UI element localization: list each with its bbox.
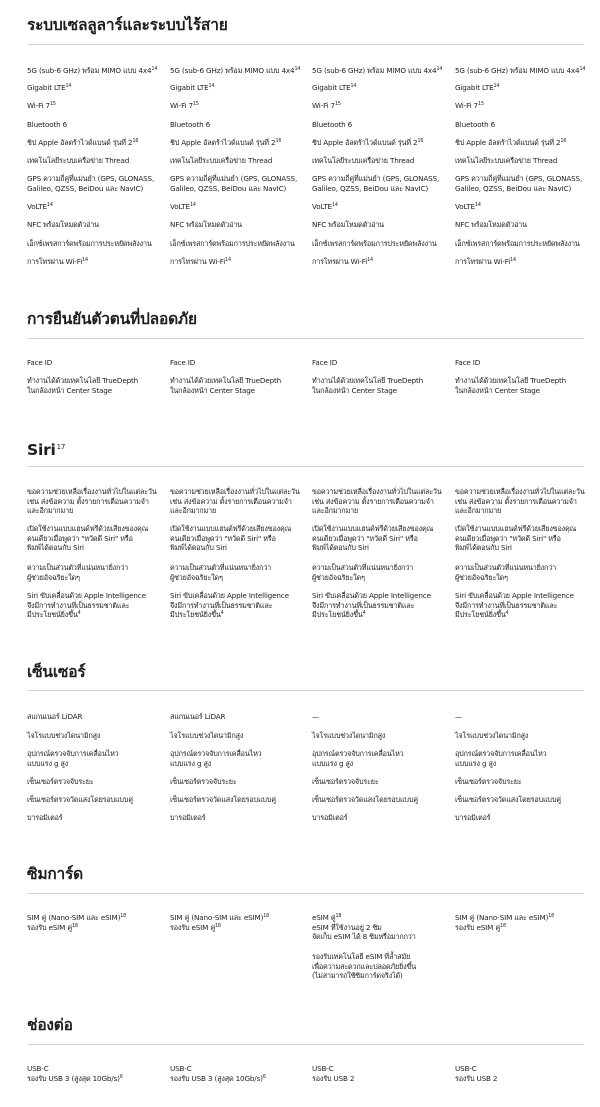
spec-cell-model-3: Siri ขับเคลื่อนด้วย Apple Intelligence จึงมีการทำงานที่เป็นธรรมชาติและ มีประโยชน์ยิ่งขึ้น$^4$: [312, 591, 431, 620]
spec-cell-model-3: เอ็กซ์เพรสการ์ดพร้อมการประหยัดพลังงาน: [312, 239, 437, 248]
spec-cell-model-2: เซ็นเซอร์ตรวจวัดแสงโดยรอบแบบคู่: [170, 795, 276, 804]
spec-cell-model-2: เปิดใช้งานแบบแฮนด์ฟรีด้วยเสียงของคุณ คนเดียวเมื่อพูดว่า "หวัดดี Siri" หรือ พิมพ์ได้ตอนกับ Siri: [170, 524, 292, 553]
spec-cell-model-4: Siri ขับเคลื่อนด้วย Apple Intelligence จึงมีการทำงานที่เป็นธรรมชาติและ มีประโยชน์ยิ่งขึ้น$^4$: [455, 591, 574, 620]
section-title-text: ซิมการ์ด: [27, 865, 84, 883]
footnote-ref: 14: [208, 84, 215, 89]
footnote-ref: 16: [560, 139, 567, 144]
spec-cell-model-3: เซ็นเซอร์ตรวจจับระยะ: [312, 777, 379, 786]
spec-cell-model-4: เซ็นเซอร์ตรวจวัดแสงโดยรอบแบบคู่: [455, 795, 561, 804]
footnote-ref: 14: [510, 258, 516, 263]
footnote-ref: 15: [477, 102, 484, 107]
section-divider: [27, 690, 584, 691]
spec-cell-model-3: ไจโรแบบช่วงไดนามิกสูง: [312, 731, 386, 740]
section-title: [27, 438, 65, 459]
spec-cell-model-1: Gigabit LTE$^{14}$: [27, 83, 72, 92]
spec-cell-model-4: Gigabit LTE$^{14}$: [455, 83, 500, 92]
spec-cell-model-3: ชิป Apple อัลตร้าไวด์แบนด์ รุ่นที่ $2^{16}$: [312, 138, 424, 147]
spec-cell-model-4: เซ็นเซอร์ตรวจจับระยะ: [455, 777, 522, 786]
footnote-ref: 14: [82, 258, 88, 263]
spec-cell-model-4: USB‑C รองรับ USB 2: [455, 1064, 498, 1083]
spec-cell-model-3: อุปกรณ์ตรวจจับการเคลื่อนไหว แบบแรง g สูง: [312, 749, 404, 768]
spec-cell-model-3: ทำงานได้ด้วยเทคโนโลยี TrueDepth ในกล้องหน้า Center Stage: [312, 376, 424, 395]
spec-cell-model-4: ชิป Apple อัลตร้าไวด์แบนด์ รุ่นที่ $2^{16}$: [455, 138, 567, 147]
section-title-text: การยืนยันตัวตนที่ปลอดภัย: [27, 310, 197, 328]
spec-cell-model-1: เปิดใช้งานแบบแฮนด์ฟรีด้วยเสียงของคุณ คนเดียวเมื่อพูดว่า "หวัดดี Siri" หรือ พิมพ์ได้ตอนกับ Siri: [27, 524, 149, 553]
spec-cell-model-1: เซ็นเซอร์ตรวจจับระยะ: [27, 777, 94, 786]
spec-cell-model-2: ชิป Apple อัลตร้าไวด์แบนด์ รุ่นที่ $2^{16}$: [170, 138, 282, 147]
spec-cell-model-3: VoLTE$^{14}$: [312, 202, 338, 211]
spec-cell-model-1: บารอมิเตอร์: [27, 813, 63, 822]
section-title-text: Siri: [27, 441, 56, 460]
spec-cell-model-1: สแกนเนอร์ LiDAR: [27, 712, 83, 721]
spec-cell-model-3: เปิดใช้งานแบบแฮนด์ฟรีด้วยเสียงของคุณ คนเดียวเมื่อพูดว่า "หวัดดี Siri" หรือ พิมพ์ได้ตอนกับ Siri: [312, 524, 434, 553]
spec-cell-model-1: USB‑C รองรับ USB 3 (สูงสุด 10Gb/s)$^6$: [27, 1064, 123, 1083]
spec-cell-model-3: ขอความช่วยเหลือเรื่องงานทั่วไปในแต่ละวัน เช่น ส่งข้อความ ตั้งรายการเตือนความจำ และอีกมากมาย: [312, 487, 442, 516]
spec-cell-model-2: ไจโรแบบช่วงไดนามิกสูง: [170, 731, 244, 740]
spec-cell-model-1: ความเป็นส่วนตัวที่แน่นหนายิ่งกว่า ผู้ช่วยอัจฉริยะใดๆ: [27, 563, 129, 582]
spec-cell-model-2: 5G (sub-6 GHz) พร้อม MIMO แบบ $4x4^{14}$: [170, 66, 301, 75]
footnote-ref: 15: [334, 102, 341, 107]
spec-cell-model-2: ทำงานได้ด้วยเทคโนโลยี TrueDepth ในกล้องหน้า Center Stage: [170, 376, 282, 395]
spec-cell-model-1: 5G (sub-6 GHz) พร้อม MIMO แบบ $4x4^{14}$: [27, 66, 158, 75]
spec-cell-model-4: Bluetooth 6: [455, 120, 496, 129]
footnote-ref: 18: [548, 914, 555, 919]
footnote-ref: 15: [192, 102, 199, 107]
spec-cell-model-3: Face ID: [312, 358, 338, 367]
section-title-text: ช่องต่อ: [27, 1016, 73, 1034]
spec-cell-model-3: การโทรผ่าน Wi-Fi$^{14}$: [312, 257, 373, 266]
spec-cell-model-4: เอ็กซ์เพรสการ์ดพร้อมการประหยัดพลังงาน: [455, 239, 580, 248]
spec-cell-model-2: เซ็นเซอร์ตรวจจับระยะ: [170, 777, 237, 786]
spec-cell-model-2: SIM คู่ (Nano-SIM และ eSIM)$^{18}$ รองรับ eSIM คู่$^{18}$: [170, 913, 270, 932]
spec-cell-model-3: Wi-Fi $7^{15}$: [312, 101, 341, 110]
spec-cell-model-2: ขอความช่วยเหลือเรื่องงานทั่วไปในแต่ละวัน เช่น ส่งข้อความ ตั้งรายการเตือนความจำ และอีกมากมาย: [170, 487, 300, 516]
footnote-ref: 14: [65, 84, 72, 89]
footnote-ref: 18: [120, 914, 127, 919]
spec-cell-model-2: USB‑C รองรับ USB 3 (สูงสุด 10Gb/s)$^6$: [170, 1064, 266, 1083]
spec-cell-model-3: รองรับเทคโนโลยี eSIM ที่ล้ำสมัย เพื่อความสะดวกและปลอดภัยยิ่งขึ้น (ไม่สามารถใช้ซิมการ์ดจริงได้): [312, 952, 417, 981]
spec-cell-model-1: อุปกรณ์ตรวจจับการเคลื่อนไหว แบบแรง g สูง: [27, 749, 119, 768]
footnote-ref: 16: [275, 139, 282, 144]
spec-cell-model-1: ชิป Apple อัลตร้าไวด์แบนด์ รุ่นที่ $2^{16}$: [27, 138, 139, 147]
spec-cell-model-3: USB‑C รองรับ USB 2: [312, 1064, 355, 1083]
spec-cell-model-4: อุปกรณ์ตรวจจับการเคลื่อนไหว แบบแรง g สูง: [455, 749, 547, 768]
footnote-ref: 14: [493, 84, 500, 89]
footnote-ref: 14: [225, 258, 231, 263]
spec-cell-model-2: การโทรผ่าน Wi-Fi$^{14}$: [170, 257, 231, 266]
spec-cell-model-3: เทคโนโลยีระบบเครือข่าย Thread: [312, 156, 415, 165]
spec-cell-model-4: —: [455, 712, 463, 721]
spec-cell-model-3: NFC พร้อมโหมดตัวอ่าน: [312, 220, 384, 229]
footnote-ref: 15: [49, 102, 56, 107]
section-divider: [27, 893, 584, 894]
footnote-ref: 14: [474, 203, 481, 208]
spec-cell-model-1: เทคโนโลยีระบบเครือข่าย Thread: [27, 156, 130, 165]
spec-cell-model-3: บารอมิเตอร์: [312, 813, 348, 822]
footnote-ref: 14: [189, 203, 196, 208]
footnote-ref: 14: [350, 84, 357, 89]
footnote-ref: 4: [77, 611, 81, 617]
footnote-ref: 17: [56, 443, 66, 451]
spec-cell-model-2: Face ID: [170, 358, 196, 367]
section-title: [27, 865, 83, 883]
footnote-ref: 18: [335, 914, 342, 919]
spec-cell-model-2: บารอมิเตอร์: [170, 813, 206, 822]
spec-cell-model-4: NFC พร้อมโหมดตัวอ่าน: [455, 220, 527, 229]
spec-cell-model-4: Face ID: [455, 358, 481, 367]
spec-cell-model-1: เอ็กซ์เพรสการ์ดพร้อมการประหยัดพลังงาน: [27, 239, 152, 248]
footnote-ref: 16: [417, 139, 424, 144]
spec-cell-model-3: Gigabit LTE$^{14}$: [312, 83, 357, 92]
spec-cell-model-1: GPS ความถี่คู่ที่แม่นยำ (GPS, GLONASS, Galileo, QZSS, BeiDou และ NavIC): [27, 174, 155, 193]
footnote-ref: 16: [132, 139, 139, 144]
spec-cell-model-4: ไจโรแบบช่วงไดนามิกสูง: [455, 731, 529, 740]
spec-cell-model-2: NFC พร้อมโหมดตัวอ่าน: [170, 220, 242, 229]
spec-cell-model-2: GPS ความถี่คู่ที่แม่นยำ (GPS, GLONASS, Galileo, QZSS, BeiDou และ NavIC): [170, 174, 298, 193]
spec-cell-model-1: ขอความช่วยเหลือเรื่องงานทั่วไปในแต่ละวัน เช่น ส่งข้อความ ตั้งรายการเตือนความจำ และอีกมากมาย: [27, 487, 157, 516]
spec-cell-model-2: Wi-Fi $7^{15}$: [170, 101, 199, 110]
footnote-ref: 6: [262, 1074, 266, 1080]
spec-cell-model-4: ความเป็นส่วนตัวที่แน่นหนายิ่งกว่า ผู้ช่วยอัจฉริยะใดๆ: [455, 563, 557, 582]
spec-cell-model-2: เอ็กซ์เพรสการ์ดพร้อมการประหยัดพลังงาน: [170, 239, 295, 248]
spec-cell-model-4: 5G (sub-6 GHz) พร้อม MIMO แบบ $4x4^{14}$: [455, 66, 586, 75]
spec-cell-model-3: GPS ความถี่คู่ที่แม่นยำ (GPS, GLONASS, Galileo, QZSS, BeiDou และ NavIC): [312, 174, 440, 193]
spec-cell-model-2: Siri ขับเคลื่อนด้วย Apple Intelligence จึงมีการทำงานที่เป็นธรรมชาติและ มีประโยชน์ยิ่งขึ้น$^4$: [170, 591, 289, 620]
spec-cell-model-4: การโทรผ่าน Wi-Fi$^{14}$: [455, 257, 516, 266]
spec-cell-model-2: Gigabit LTE$^{14}$: [170, 83, 215, 92]
spec-cell-model-1: Bluetooth 6: [27, 120, 68, 129]
footnote-ref: 4: [505, 611, 509, 617]
spec-cell-model-1: SIM คู่ (Nano-SIM และ eSIM)$^{18}$ รองรับ eSIM คู่$^{18}$: [27, 913, 127, 932]
section-title-text: เซ็นเซอร์: [27, 663, 86, 681]
spec-cell-model-4: Wi-Fi $7^{15}$: [455, 101, 484, 110]
footnote-ref: 18: [72, 923, 78, 929]
spec-cell-model-2: ความเป็นส่วนตัวที่แน่นหนายิ่งกว่า ผู้ช่วยอัจฉริยะใดๆ: [170, 563, 272, 582]
spec-cell-model-4: เทคโนโลยีระบบเครือข่าย Thread: [455, 156, 558, 165]
spec-cell-model-2: สแกนเนอร์ LiDAR: [170, 712, 226, 721]
spec-cell-model-4: เปิดใช้งานแบบแฮนด์ฟรีด้วยเสียงของคุณ คนเดียวเมื่อพูดว่า "หวัดดี Siri" หรือ พิมพ์ได้ตอนกับ Siri: [455, 524, 577, 553]
spec-cell-model-4: ทำงานได้ด้วยเทคโนโลยี TrueDepth ในกล้องหน้า Center Stage: [455, 376, 567, 395]
spec-cell-model-2: Bluetooth 6: [170, 120, 211, 129]
footnote-ref: 14: [151, 67, 158, 72]
spec-cell-model-1: Face ID: [27, 358, 53, 367]
section-divider: [27, 338, 584, 339]
spec-cell-model-4: VoLTE$^{14}$: [455, 202, 481, 211]
spec-cell-model-2: อุปกรณ์ตรวจจับการเคลื่อนไหว แบบแรง g สูง: [170, 749, 262, 768]
spec-cell-model-2: เทคโนโลยีระบบเครือข่าย Thread: [170, 156, 273, 165]
footnote-ref: 4: [220, 611, 224, 617]
footnote-ref: 14: [294, 67, 301, 72]
spec-cell-model-1: การโทรผ่าน Wi-Fi$^{14}$: [27, 257, 88, 266]
spec-cell-model-3: eSIM คู่$^{18}$ eSIM ที่ใช้งานอยู่ 2 ซิม จัดเก็บ eSIM ได้ 8 ซิมหรือมากกว่า: [312, 913, 416, 942]
section-divider: [27, 1044, 584, 1045]
spec-cell-model-1: ทำงานได้ด้วยเทคโนโลยี TrueDepth ในกล้องหน้า Center Stage: [27, 376, 139, 395]
spec-cell-model-3: ความเป็นส่วนตัวที่แน่นหนายิ่งกว่า ผู้ช่วยอัจฉริยะใดๆ: [312, 563, 414, 582]
spec-cell-model-1: Siri ขับเคลื่อนด้วย Apple Intelligence จึงมีการทำงานที่เป็นธรรมชาติและ มีประโยชน์ยิ่งขึ้น$^4$: [27, 591, 146, 620]
footnote-ref: 14: [331, 203, 338, 208]
footnote-ref: 4: [362, 611, 366, 617]
footnote-ref: 18: [500, 923, 506, 929]
spec-cell-model-4: บารอมิเตอร์: [455, 813, 491, 822]
spec-cell-model-1: VoLTE$^{14}$: [27, 202, 53, 211]
section-title: [27, 1016, 73, 1034]
section-divider: [27, 466, 584, 467]
spec-cell-model-2: VoLTE$^{14}$: [170, 202, 196, 211]
spec-cell-model-3: Bluetooth 6: [312, 120, 353, 129]
spec-cell-model-4: GPS ความถี่คู่ที่แม่นยำ (GPS, GLONASS, Galileo, QZSS, BeiDou และ NavIC): [455, 174, 583, 193]
footnote-ref: 18: [263, 914, 270, 919]
spec-cell-model-1: NFC พร้อมโหมดตัวอ่าน: [27, 220, 99, 229]
footnote-ref: 6: [119, 1074, 123, 1080]
spec-cell-model-1: เซ็นเซอร์ตรวจวัดแสงโดยรอบแบบคู่: [27, 795, 133, 804]
spec-cell-model-3: เซ็นเซอร์ตรวจวัดแสงโดยรอบแบบคู่: [312, 795, 418, 804]
section-title: [27, 16, 228, 34]
footnote-ref: 14: [367, 258, 373, 263]
section-divider: [27, 44, 584, 45]
footnote-ref: 14: [436, 67, 443, 72]
footnote-ref: 14: [46, 203, 53, 208]
section-title: [27, 663, 85, 681]
footnote-ref: 18: [215, 923, 221, 929]
footnote-ref: 14: [579, 67, 586, 72]
spec-cell-model-3: 5G (sub-6 GHz) พร้อม MIMO แบบ $4x4^{14}$: [312, 66, 443, 75]
spec-cell-model-4: SIM คู่ (Nano-SIM และ eSIM)$^{18}$ รองรับ eSIM คู่$^{18}$: [455, 913, 555, 932]
spec-cell-model-1: Wi-Fi $7^{15}$: [27, 101, 56, 110]
spec-cell-model-3: —: [312, 712, 320, 721]
section-title-text: ระบบเซลลูลาร์และระบบไร้สาย: [27, 16, 228, 34]
spec-cell-model-4: ขอความช่วยเหลือเรื่องงานทั่วไปในแต่ละวัน เช่น ส่งข้อความ ตั้งรายการเตือนความจำ และอีกมากมาย: [455, 487, 585, 516]
section-title: [27, 310, 197, 328]
spec-cell-model-1: ไจโรแบบช่วงไดนามิกสูง: [27, 731, 101, 740]
